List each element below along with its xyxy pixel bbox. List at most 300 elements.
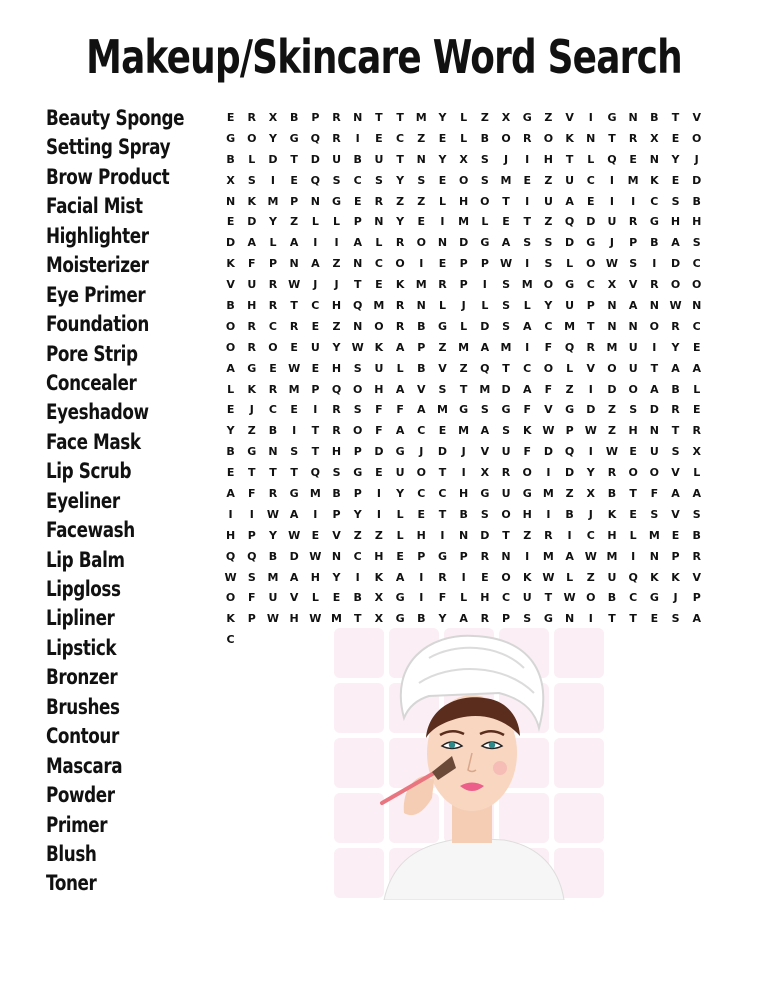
grid-letter: E (226, 403, 235, 417)
grid-letter: N (289, 257, 299, 271)
grid-letter: H (374, 549, 384, 563)
grid-letter: C (586, 278, 595, 292)
grid-letter: I (440, 528, 445, 542)
grid-letter: R (438, 278, 447, 292)
grid-letter: X (586, 487, 596, 501)
grid-letter: N (501, 549, 511, 563)
grid-letter: O (522, 466, 532, 480)
grid-letter: T (544, 591, 553, 605)
grid-letter: F (248, 591, 256, 605)
grid-letter: T (629, 612, 637, 626)
grid-letter: B (692, 528, 701, 542)
grid-letter: H (522, 507, 532, 521)
grid-letter: H (310, 570, 320, 584)
grid-letter: Z (544, 215, 553, 229)
grid-letter: I (228, 507, 233, 521)
grid-letter: J (588, 507, 593, 521)
grid-letter: O (374, 319, 384, 333)
grid-letter: L (227, 382, 235, 396)
grid-letter: I (546, 507, 551, 521)
grid-letter: L (396, 528, 404, 542)
grid-letter: S (438, 382, 447, 396)
grid-letter: N (310, 194, 320, 208)
grid-letter: G (501, 403, 511, 417)
grid-letter: Z (353, 528, 362, 542)
grid-letter: Q (310, 173, 321, 187)
grid-letter: G (649, 591, 659, 605)
grid-letter: W (499, 257, 513, 271)
grid-letter: B (565, 507, 574, 521)
grid-letter: E (290, 340, 298, 354)
grid-letter: L (248, 152, 256, 166)
grid-letter: P (353, 215, 362, 229)
grid-letter: S (629, 257, 638, 271)
grid-letter: S (480, 507, 489, 521)
grid-letter: D (226, 236, 236, 250)
grid-letter: L (587, 152, 595, 166)
grid-letter: V (332, 528, 341, 542)
grid-letter: I (588, 445, 593, 459)
grid-letter: V (671, 466, 680, 480)
grid-letter: O (670, 278, 681, 292)
grid-letter: E (438, 173, 447, 187)
grid-letter: E (438, 131, 447, 145)
grid-letter: C (374, 257, 383, 271)
grid-letter: Y (353, 507, 362, 521)
grid-letter: X (480, 466, 490, 480)
grid-letter: V (480, 445, 490, 459)
grid-letter: N (628, 111, 638, 124)
grid-letter: M (500, 340, 512, 354)
grid-letter: G (332, 194, 342, 208)
grid-letter: T (396, 152, 404, 166)
grid-letter: C (226, 633, 235, 647)
grid-letter: J (419, 445, 424, 459)
grid-letter: Z (523, 528, 532, 542)
grid-letter: D (565, 236, 575, 250)
grid-letter: I (588, 382, 593, 396)
grid-letter: L (481, 299, 489, 313)
grid-letter: G (459, 403, 469, 417)
grid-letter: O (416, 236, 426, 250)
grid-letter: C (692, 319, 701, 333)
grid-letter: M (627, 173, 639, 187)
grid-letter: J (694, 152, 699, 166)
grid-letter: E (629, 507, 637, 521)
grid-letter: I (334, 236, 339, 250)
grid-letter: D (565, 466, 575, 480)
grid-letter: D (374, 445, 384, 459)
grid-letter: A (289, 507, 299, 521)
grid-letter: A (417, 403, 426, 417)
grid-letter: E (311, 528, 320, 542)
grid-letter: A (565, 194, 574, 208)
grid-letter: R (607, 466, 617, 480)
grid-letter: I (419, 591, 424, 605)
grid-letter: M (458, 215, 470, 229)
word-item: Setting Spray (46, 135, 171, 160)
grid-letter: R (247, 319, 257, 333)
grid-letter: E (311, 361, 320, 375)
grid-letter: L (693, 382, 701, 396)
shoulders (384, 838, 564, 900)
grid-letter: N (459, 528, 469, 542)
grid-letter: U (374, 361, 384, 375)
grid-letter: G (565, 403, 575, 417)
grid-letter: J (673, 591, 678, 605)
grid-letter: M (606, 549, 618, 563)
grid-letter: S (353, 403, 362, 417)
grid-letter: Y (332, 570, 341, 584)
grid-letter: L (311, 215, 319, 229)
grid-letter: N (353, 111, 363, 124)
grid-letter: E (671, 528, 680, 542)
grid-letter: R (544, 528, 553, 542)
grid-letter: A (692, 612, 701, 626)
grid-letter: K (565, 131, 574, 145)
grid-letter: O (692, 278, 702, 292)
grid-letter: A (628, 299, 638, 313)
grid-letter: R (650, 278, 659, 292)
grid-letter: R (247, 340, 257, 354)
grid-letter: O (395, 257, 405, 271)
grid-letter: P (332, 507, 341, 521)
grid-letter: P (417, 549, 426, 563)
grid-letter: H (331, 299, 342, 313)
grid-letter: E (311, 319, 320, 333)
word-item: Face Mask (46, 429, 141, 454)
grid-letter: Z (480, 111, 489, 124)
grid-letter: B (353, 591, 362, 605)
grid-letter: O (458, 173, 469, 187)
grid-letter: A (226, 361, 235, 375)
grid-letter: C (523, 361, 532, 375)
grid-letter: Z (417, 194, 426, 208)
grid-letter: L (311, 591, 319, 605)
grid-letter: R (480, 612, 490, 626)
grid-letter: U (268, 591, 278, 605)
grid-letter: T (629, 487, 637, 501)
grid-letter: R (522, 131, 532, 145)
grid-letter: S (332, 173, 341, 187)
grid-letter: Z (607, 403, 616, 417)
word-item: Lip Balm (46, 547, 125, 572)
grid-letter: T (311, 445, 320, 459)
grid-letter: I (355, 131, 360, 145)
grid-letter: K (650, 570, 659, 584)
grid-letter: D (586, 403, 596, 417)
grid-letter: T (290, 152, 298, 166)
grid-letter: Y (438, 111, 447, 124)
grid-letter: C (544, 319, 553, 333)
grid-letter: G (353, 466, 363, 480)
grid-letter: A (565, 549, 574, 563)
grid-letter: Y (268, 131, 277, 145)
grid-letter: W (563, 591, 576, 605)
grid-letter: U (247, 278, 257, 292)
grid-letter: A (395, 570, 405, 584)
grid-letter: O (416, 466, 426, 480)
grid-letter: R (692, 424, 701, 438)
grid-letter: T (248, 466, 256, 480)
grid-letter: E (269, 361, 277, 375)
grid-letter: C (417, 487, 426, 501)
grid-letter: N (607, 319, 617, 333)
grid-letter: S (480, 403, 489, 417)
grid-letter: L (523, 299, 531, 313)
grid-letter: T (671, 424, 680, 438)
grid-letter: D (437, 445, 448, 459)
grid-letter: W (288, 278, 301, 292)
grid-letter: N (374, 215, 384, 229)
grid-letter: P (586, 299, 595, 313)
grid-letter: P (290, 194, 299, 208)
grid-letter: S (671, 445, 680, 459)
grid-letter: S (544, 236, 553, 250)
grid-letter: O (649, 466, 660, 480)
grid-letter: Z (544, 111, 553, 124)
grid-letter: H (670, 215, 681, 229)
grid-letter: X (268, 111, 278, 124)
word-item: Mascara (46, 753, 123, 778)
grid-letter: N (649, 424, 659, 438)
grid-letter: D (289, 549, 299, 563)
grid-letter: B (268, 549, 278, 563)
grid-letter: L (566, 257, 574, 271)
grid-letter: U (374, 152, 384, 166)
grid-letter: V (438, 361, 447, 375)
grid-letter: O (543, 131, 554, 145)
grid-letter: Y (396, 215, 405, 229)
grid-letter: N (649, 152, 659, 166)
grid-letter: Q (247, 549, 257, 563)
grid-letter: E (438, 424, 447, 438)
grid-letter: U (628, 361, 638, 375)
grid-letter: T (587, 319, 595, 333)
grid-letter: A (692, 361, 701, 375)
grid-letter: A (226, 487, 235, 501)
grid-letter: H (331, 361, 342, 375)
grid-letter: Y (671, 152, 680, 166)
grid-letter: I (482, 278, 487, 292)
grid-letter: W (309, 612, 322, 626)
grid-letter: E (375, 131, 383, 145)
grid-letter: R (332, 424, 341, 438)
grid-letter: B (459, 507, 468, 521)
grid-letter: K (247, 382, 257, 396)
word-item: Facewash (46, 518, 135, 543)
grid-letter: C (268, 403, 277, 417)
grid-letter: P (502, 612, 511, 626)
grid-letter: B (480, 131, 490, 145)
grid-letter: O (692, 131, 702, 145)
grid-letter: T (608, 131, 616, 145)
grid-letter: W (266, 612, 280, 626)
grid-letter: D (607, 382, 617, 396)
grid-letter: G (289, 487, 299, 501)
grid-letter: E (226, 466, 235, 480)
grid-letter: T (671, 111, 680, 124)
grid-letter: A (522, 319, 532, 333)
grid-letter: E (502, 215, 510, 229)
grid-letter: R (628, 131, 638, 145)
grid-letter: P (671, 549, 680, 563)
grid-letter: A (650, 382, 659, 396)
word-item: Lipgloss (46, 577, 121, 601)
grid-letter: A (692, 487, 701, 501)
grid-letter: E (396, 549, 404, 563)
word-item: Primer (46, 812, 108, 837)
page-title: Makeup/Skincare Word Search (86, 30, 682, 84)
grid-letter: R (628, 215, 638, 229)
grid-letter: V (628, 278, 638, 292)
grid-letter: N (416, 299, 426, 313)
grid-letter: F (248, 487, 256, 501)
grid-letter: R (438, 570, 447, 584)
grid-letter: P (629, 236, 638, 250)
grid-letter: T (396, 111, 404, 124)
grid-letter: J (609, 236, 615, 250)
grid-letter: Z (565, 487, 574, 501)
grid-letter: E (226, 111, 235, 124)
word-item: Eyeliner (46, 488, 120, 513)
grid-letter: N (649, 549, 659, 563)
grid-letter: Q (607, 152, 617, 166)
grid-letter: N (607, 299, 617, 313)
grid-letter: A (671, 487, 680, 501)
grid-letter: L (460, 111, 468, 124)
grid-letter: P (247, 612, 256, 626)
grid-letter: E (375, 278, 383, 292)
grid-letter: C (417, 424, 426, 438)
grid-letter: A (522, 382, 532, 396)
grid-letter: R (268, 299, 278, 313)
grid-letter: B (226, 299, 235, 313)
grid-letter: S (502, 319, 510, 333)
grid-letter: Z (374, 528, 383, 542)
grid-letter: T (502, 194, 510, 208)
grid-letter: H (607, 528, 617, 542)
grid-letter: J (334, 278, 339, 292)
grid-letter: M (542, 487, 554, 501)
grid-letter: L (438, 299, 446, 313)
grid-letter: E (587, 194, 595, 208)
grid-letter: Y (396, 487, 405, 501)
grid-letter: N (353, 257, 363, 271)
grid-letter: J (313, 278, 318, 292)
grid-letter: P (353, 445, 362, 459)
grid-letter: R (586, 340, 596, 354)
word-item: Contour (46, 724, 119, 749)
grid-letter: P (565, 424, 574, 438)
grid-letter: I (376, 507, 381, 521)
grid-letter: W (669, 299, 682, 313)
grid-letter: I (631, 549, 636, 563)
grid-letter: I (588, 111, 593, 124)
grid-letter: D (247, 215, 257, 229)
grid-letter: M (373, 299, 385, 313)
grid-letter: S (692, 236, 701, 250)
grid-letter: W (224, 570, 237, 584)
grid-letter: Q (310, 466, 321, 480)
grid-letter: H (374, 382, 384, 396)
grid-letter: I (546, 466, 551, 480)
grid-letter: X (607, 278, 617, 292)
grid-letter: H (289, 612, 299, 626)
grid-letter: M (458, 340, 470, 354)
word-item: Concealer (46, 370, 137, 395)
grid-letter: I (525, 549, 530, 563)
grid-letter: V (417, 382, 426, 396)
grid-letter: L (269, 236, 277, 250)
grid-letter: W (266, 507, 280, 521)
grid-letter: V (544, 403, 553, 417)
grid-letter: P (311, 382, 320, 396)
grid-letter: C (650, 194, 659, 208)
grid-letter: P (247, 528, 256, 542)
grid-letter: X (226, 173, 235, 187)
grid-letter: K (226, 612, 235, 626)
grid-letter: F (438, 591, 447, 605)
grid-letter: J (503, 152, 509, 166)
grid-letter: G (437, 549, 447, 563)
grid-letter: G (247, 361, 257, 375)
grid-letter: L (438, 194, 446, 208)
grid-letter: H (628, 424, 638, 438)
grid-letter: W (584, 424, 597, 438)
grid-letter: L (566, 361, 574, 375)
grid-letter: D (692, 173, 702, 187)
grid-letter: Y (671, 340, 680, 354)
grid-letter: K (650, 173, 659, 187)
grid-letter: F (396, 403, 404, 417)
grid-letter: S (692, 507, 701, 521)
grid-letter: I (609, 194, 615, 208)
grid-letter: D (310, 152, 320, 166)
grid-letter: L (460, 591, 468, 605)
grid-letter: N (649, 299, 659, 313)
grid-letter: L (460, 131, 468, 145)
grid-letter: L (375, 236, 383, 250)
grid-letter: D (670, 257, 681, 271)
grid-letter: O (501, 507, 511, 521)
grid-letter: P (417, 340, 426, 354)
grid-letter: G (395, 612, 405, 626)
grid-letter: D (649, 403, 659, 417)
grid-letter: U (310, 340, 320, 354)
grid-letter: T (353, 612, 362, 626)
grid-letter: G (480, 487, 490, 501)
grid-letter: Y (586, 466, 595, 480)
grid-letter: C (438, 487, 447, 501)
grid-letter: N (692, 299, 702, 313)
grid-letter: S (650, 507, 659, 521)
grid-letter: R (289, 319, 299, 333)
grid-letter: R (247, 111, 257, 124)
grid-letter: C (353, 173, 362, 187)
grid-letter: K (522, 570, 532, 584)
grid-letter: D (543, 445, 553, 459)
grid-letter: E (671, 173, 680, 187)
grid-letter: Z (290, 215, 299, 229)
grid-letter: B (607, 487, 617, 501)
grid-letter: T (269, 466, 277, 480)
grid-letter: O (607, 361, 617, 375)
grid-letter: I (249, 507, 254, 521)
grid-letter: M (415, 111, 427, 124)
grid-letter: W (542, 570, 555, 584)
grid-letter: M (521, 278, 533, 292)
